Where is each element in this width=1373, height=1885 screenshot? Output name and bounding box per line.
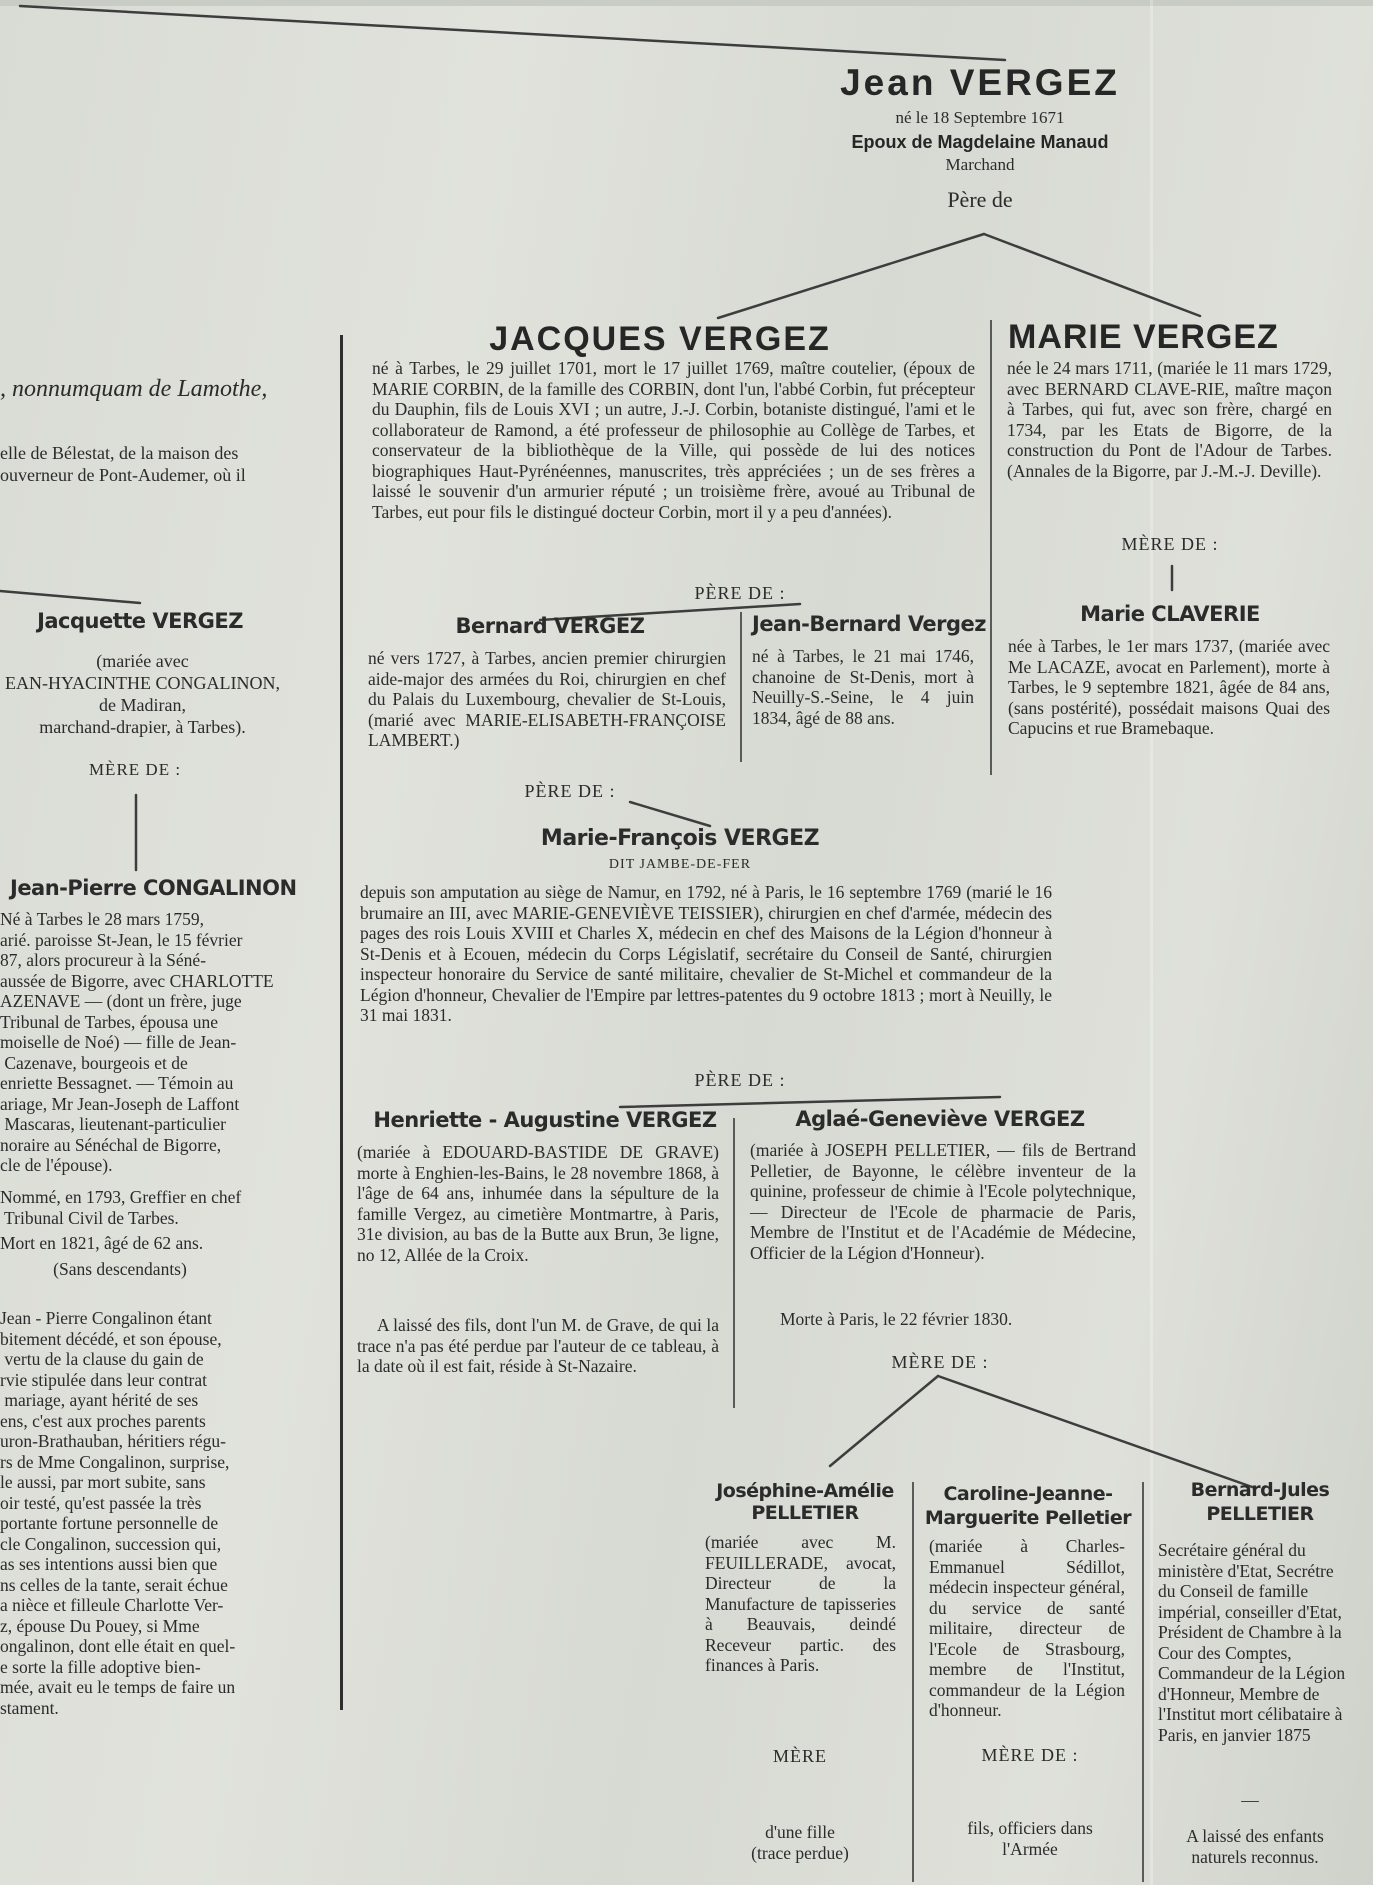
marie-claverie-name: Marie CLAVERIE	[1080, 602, 1260, 626]
josephine-mere: MÈRE	[772, 1746, 827, 1766]
marie-francois-pere-de: PÈRE DE :	[694, 1070, 786, 1090]
bernard-jules-pelletier-text: Secrétaire général du ministère d'Etat, Secrétre du Conseil de famille impérial, conseiller d'Etat, Président de Chambre à la Cour des Comptes, Commandeur de la Légion d'Honneur, Membre de l'Institut mort célibataire à Paris, en janvier 1875	[1158, 1540, 1346, 1745]
henriette-vergez-text: (mariée à EDOUARD-BASTIDE DE GRAVE) morte à Enghien-les-Bains, le 28 novembre 1868, à l'âge de 64 ans, inhumée dans la sépulture de la famille Vergez, au cimetière Montmartre, à Paris, 31e division, au bas de la Butte aux Brun, 3e ligne, no 12, Allée de la Croix.	[357, 1142, 719, 1265]
left-column-rule	[340, 335, 343, 1710]
jean-pierre-greffier: Nommé, en 1793, Greffier en chef Tribunal Civil de Tarbes.	[0, 1187, 242, 1228]
caroline-pelletier-name: Caroline-Jeanne- Marguerite Pelletier	[924, 1483, 1132, 1529]
jean-pierre-congalinon-text: Né à Tarbes le 28 mars 1759, arié. paroisse St-Jean, le 15 février 87, alors procureur à la Séné- aussée de Bigorre, avec CHARLOTTE AZENAVE — (dont un frère, juge Tribunal de Tarbes, épousa une moiselle de Noé) — fille de Jean- Cazenave, bourgeois et de enriette Bessagnet. — Témoin au ariage, Mr Jean-Joseph de Laffont Mascaras, lieutenant-particulier noraire au Sénéchal de Bigorre, cle de l'épouse).	[0, 909, 274, 1175]
jean-pierre-sans-descendants: (Sans descendants)	[53, 1259, 187, 1279]
caroline-pelletier-text: (mariée à Charles-Emmanuel Sédillot, médecin inspecteur général, du service de santé militaire, directeur de l'Ecole de Strasbourg, membre de l'Institut, commandeur de la Légion d'honneur.	[929, 1536, 1125, 1720]
jean-vergez-name: Jean VERGEZ	[840, 62, 1120, 103]
jean-pierre-congalinon-name: Jean-Pierre CONGALINON	[10, 876, 297, 900]
jean-vergez-spouse: Epoux de Magdelaine Manaud	[851, 132, 1109, 152]
josephine-pelletier-name: Joséphine-Amélie PELLETIER	[716, 1480, 894, 1524]
caroline-column-rule-right	[1142, 1482, 1144, 1882]
marie-vergez-name: MARIE VERGEZ	[1008, 318, 1279, 356]
aglae-vergez-morte: Morte à Paris, le 22 février 1830.	[780, 1309, 1013, 1329]
right-column-rule	[990, 320, 992, 775]
jean-vergez-block	[780, 62, 1180, 213]
josephine-pelletier-text: (mariée avec M. FEUILLERADE, avocat, Directeur de la Manufacture de tapisseries à Beauvais, deindé Receveur partic. des finances à Paris.	[705, 1532, 896, 1675]
marie-claverie-text: née à Tarbes, le 1er mars 1737, (mariée avec Me LACAZE, avocat en Parlement), morte à Tarbes, le 9 septembre 1821, âgée de 84 ans, (sans postérité), possédait maisons Quai des Capucins et rue Bramebaque.	[1008, 636, 1330, 738]
aglae-vergez-name: Aglaé-Geneviève VERGEZ	[795, 1107, 1085, 1131]
aglae-mere-de: MÈRE DE :	[891, 1352, 989, 1372]
bernard-jules-pelletier-name: Bernard-Jules PELLETIER	[1190, 1479, 1330, 1525]
bernard-jules-enfants: A laissé des enfants naturels reconnus.	[1186, 1826, 1324, 1867]
jacquette-mere-de: MÈRE DE :	[88, 760, 182, 779]
jacquette-vergez-name: Jacquette VERGEZ	[37, 609, 243, 633]
jacques-vergez-name: JACQUES VERGEZ	[489, 320, 831, 358]
bernard-column-rule	[740, 612, 742, 762]
marie-mere-de: MÈRE DE :	[1121, 534, 1219, 554]
bernard-jules-dash: —	[1241, 1790, 1259, 1810]
henriette-column-rule	[733, 1118, 735, 1408]
jacques-pere-de: PÈRE DE :	[694, 583, 786, 603]
marie-vergez-text: née le 24 mars 1711, (mariée le 11 mars 1729, avec BERNARD CLAVE-RIE, maître maçon à Tarbes, qui fut, avec son frère, chargé en 1734, par les Etats de Bigorre, de la construction du Pont de l'Adour de Tarbes. (Annales de la Bigorre, par J.-M.-J. Deville).	[1007, 358, 1332, 481]
marie-francois-vergez-name: Marie-François VERGEZ	[540, 826, 820, 851]
aglae-vergez-text: (mariée à JOSEPH PELLETIER, — fils de Bertrand Pelletier, de Bayonne, le célèbre inventeur de la quinine, professeur de chimie à l'Ecole polytechnique, — Directeur de l'Ecole de pharmacie de Paris, Membre de l'Institut et de l'Académie de Médecine, Officier de la Légion d'Honneur).	[750, 1140, 1136, 1263]
caroline-child: fils, officiers dans l'Armée	[967, 1818, 1093, 1859]
jean-pierre-succession-paragraph: Jean - Pierre Congalinon étant bitement décédé, et son épouse, vertu de la clause du gain de rvie stipulée dans leur contrat mariage, ayant hérité de ses ens, c'est aux proches parents uron-Brathauban, héritiers régu- rs de Mme Congalinon, surprise, le aussi, par mort subite, sans oir testé, qu'est passée la très portante fortune personnelle de cle Congalinon, succession qui, as ses intentions aussi bien que ns celles de la tante, serait échue a nièce et filleule Charlotte Ver- z, épouse Du Pouey, si Mme ongalinon, dont elle était en quel- e sorte la fille adoptive bien- mée, avait eu le temps de faire un stament.	[0, 1308, 236, 1718]
henriette-vergez-descendants: A laissé des fils, dont l'un M. de Grave, de qui la trace n'a pas été perdue par l'auteur de ce tableau, à la date où il est fait, réside à St-Nazaire.	[357, 1315, 719, 1376]
josephine-child: d'une fille (trace perdue)	[751, 1822, 849, 1863]
marie-francois-vergez-text: depuis son amputation au siège de Namur, en 1792, né à Paris, le 16 septembre 1769 (marié le 16 brumaire an III, avec MARIE-GENEVIÈVE TEISSIER), chirurgien en chef d'armée, médecin des pages des rois Louis XVIII et Charles X, médecin en chef des Maisons de la Légion d'honneur à St-Denis et à Ecouen, médecin du Corps Législatif, secrétaire du Conseil de Santé, chirurgien inspecteur honoraire du Service de santé militaire, chevalier de St-Michel et commandeur de la Légion d'honneur, Chevalier de l'Empire par lettres-patentes du 9 octobre 1813 ; mort à Neuilly, le 31 mai 1831.	[360, 882, 1052, 1025]
caroline-column-rule-left	[912, 1482, 914, 1882]
bernard-pere-de: PÈRE DE :	[524, 781, 616, 801]
jean-vergez-born: né le 18 Septembre 1671	[895, 108, 1065, 127]
caroline-mere-de: MÈRE DE :	[981, 1745, 1079, 1765]
jacquette-vergez-text: (mariée avec EAN-HYACINTHE CONGALINON, de Madiran, marchand-drapier, à Tarbes).	[5, 651, 280, 737]
marie-francois-dit: DIT JAMBE-DE-FER	[608, 857, 752, 872]
lamothe-fragment: , nonnumquam de Lamothe,	[0, 376, 268, 402]
belestat-fragment: elle de Bélestat, de la maison des ouverneur de Pont-Audemer, où il	[0, 443, 246, 485]
jean-vergez-profession: Marchand	[945, 155, 1015, 174]
bernard-vergez-text: né vers 1727, à Tarbes, ancien premier chirurgien aide-major des armées du Roi, chirurgien en chef du Palais du Luxembourg, chevalier de St-Louis, (marié avec MARIE-ELISABETH-FRANÇOISE LAMBERT.)	[368, 648, 726, 750]
bernard-vergez-name: Bernard VERGEZ	[455, 614, 645, 638]
jean-bernard-vergez-text: né à Tarbes, le 21 mai 1746, chanoine de St-Denis, mort à Neuilly-S.-Seine, le 4 juin 1834, âgé de 88 ans.	[752, 646, 974, 728]
jean-bernard-vergez-name: Jean-Bernard Vergez	[752, 612, 987, 636]
jacques-vergez-text: né à Tarbes, le 29 juillet 1701, mort le 17 juillet 1769, maître coutelier, (époux de MARIE CORBIN, de la famille des CORBIN, dont l'un, l'abbé Corbin, fut précepteur du Dauphin, fils de Louis XVI ; un autre, J.-J. Corbin, botaniste distingué, l'ami et le collaborateur de Ramond, a été professeur de philosophie au Collège de Tarbes, et conservateur de la bibliothèque de la Ville, qui possède de lui des notices biographiques Haut-Pyrénéennes, manuscrites, très appréciées ; un de ses frères a laissé le souvenir d'un armurier réputé ; un troisième frère, avoué au Tribunal de Tarbes, eut pour fils le distingué docteur Corbin, mort il y a peu d'années).	[372, 358, 975, 522]
henriette-vergez-name: Henriette - Augustine VERGEZ	[373, 1108, 717, 1132]
jean-pierre-mort: Mort en 1821, âgé de 62 ans.	[0, 1233, 204, 1253]
jean-vergez-pere-de: Père de	[947, 187, 1013, 212]
